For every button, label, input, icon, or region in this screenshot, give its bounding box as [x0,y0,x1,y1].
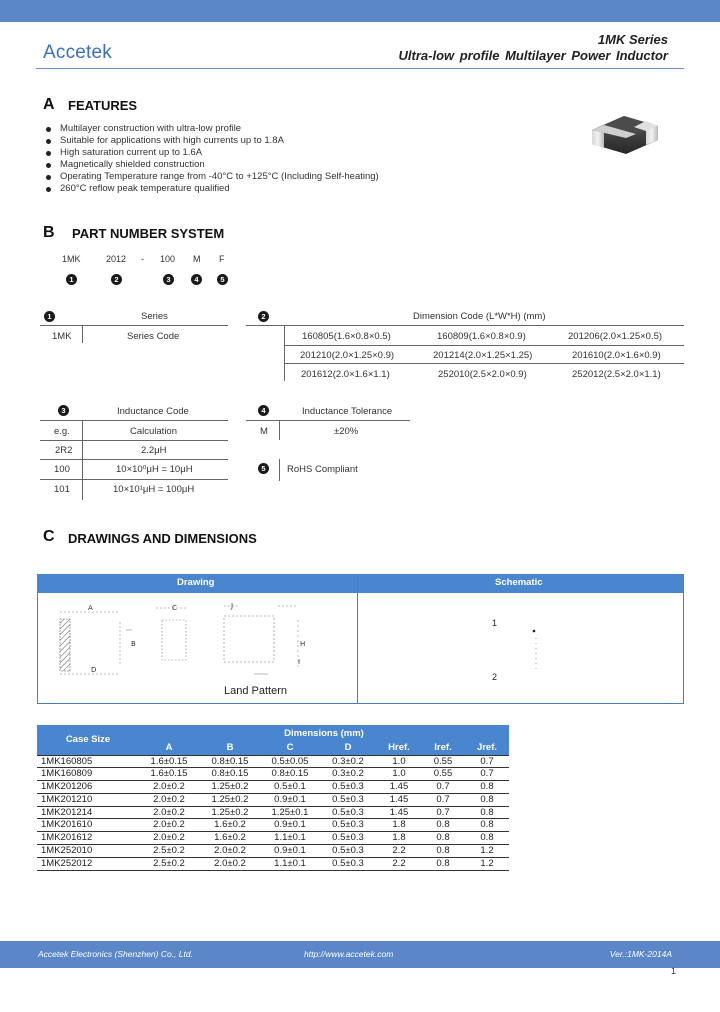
dim-cell: 0.5±0.3 [319,832,377,845]
dim-cell: 1.45 [377,781,421,794]
inductance-code: 2R2 [55,445,73,456]
marker-1: 1 [66,274,77,285]
table-rule [40,325,228,326]
col-a-header: A [139,741,199,755]
footer-bar [0,941,720,968]
dim-cell: 2.0±0.2 [199,857,261,870]
table-rule [246,325,684,326]
table-row [37,819,509,832]
tolerance-code: M [260,426,268,437]
dimension-code: 160805(1.6×0.8×0.5) [302,331,391,342]
marker-2: 2 [111,274,122,285]
dim-cell: 2.0±0.2 [139,781,199,794]
label-b: B [131,640,136,648]
case-size-cell: 1MK201206 [37,781,139,794]
pn-inductance: 100 [160,254,176,264]
dimension-code: 160809(1.6×0.8×0.9) [437,331,526,342]
col-d-header: D [319,741,377,755]
dim-cell: 0.8 [465,819,509,832]
table-rule [246,420,410,421]
dim-cell: 1.1±0.1 [261,857,319,870]
inductor-chip-image [584,108,664,158]
dim-cell: 1.25±0.2 [199,806,261,819]
col-h-header: Href. [377,741,421,755]
drawing-header-bar [37,574,684,593]
tolerance-value: ±20% [334,426,359,437]
pn-dash: - [141,254,144,264]
feature-item: High saturation current up to 1.6A [46,147,379,159]
case-size-cell: 1MK252010 [37,845,139,858]
dim-cell: 0.8 [465,793,509,806]
dim-cell: 0.7 [465,755,509,768]
dim-cell: 0.3±0.2 [319,755,377,768]
dim-cell: 0.8 [465,832,509,845]
inductance-value: 2.2μH [141,445,167,456]
dim-cell: 1.6±0.2 [199,819,261,832]
rohs-label: RoHS Compliant [287,464,358,475]
label-d: D [91,666,97,674]
table-row [37,793,509,806]
pn-series: 1MK [62,254,81,264]
schematic-header: Schematic [495,577,543,588]
table-rule [40,440,228,441]
dim-cell: 0.7 [421,793,465,806]
page-number: 1 [670,966,676,976]
col-c-header: C [261,741,319,755]
pn-dimension: 2012 [106,254,127,264]
marker-5: 5 [258,463,269,474]
dim-cell: 0.8±0.15 [199,768,261,781]
label-i: I [298,658,301,666]
dim-cell: 1.0 [377,755,421,768]
dim-cell: 2.5±0.2 [139,845,199,858]
dim-cell: 0.8 [421,857,465,870]
dimension-header: Dimension Code (L*W*H) (mm) [413,311,546,322]
inductance-code: 100 [54,464,70,475]
pn-tolerance: M [193,254,201,264]
dim-cell: 2.0±0.2 [139,793,199,806]
case-size-cell: 1MK201210 [37,793,139,806]
table-rule [40,479,228,480]
dim-cell: 0.5±0.3 [319,781,377,794]
feature-item: 260°C reflow peak temperature qualified [46,183,379,195]
brand-logo: Accetek [43,42,112,63]
dim-cell: 2.0±0.2 [139,819,199,832]
dim-cell: 1.25±0.1 [261,806,319,819]
dim-cell: 2.0±0.2 [139,806,199,819]
table-row [37,755,509,768]
table-divider [284,325,285,381]
dim-cell: 2.0±0.2 [139,832,199,845]
table-rule [284,363,684,364]
case-size-header: Case Size [37,725,139,755]
dim-cell: 0.5±0.3 [319,819,377,832]
dim-cell: 1.0 [377,768,421,781]
table-row [37,845,509,858]
inductance-value: 10×10⁰μH = 10μH [116,464,193,475]
marker-5: 5 [217,274,228,285]
dimension-code: 201612(2.0×1.6×1.1) [301,369,390,380]
table-row [37,832,509,845]
col-i-header: Iref. [421,741,465,755]
dim-cell: 1.45 [377,806,421,819]
dim-cell: 1.25±0.2 [199,793,261,806]
dim-cell: 0.5±0.1 [261,781,319,794]
dim-cell: 0.7 [465,768,509,781]
dim-cell: 0.9±0.1 [261,793,319,806]
dim-cell: 0.8 [465,781,509,794]
inductance-value: 10×10¹μH = 100μH [113,484,195,495]
dim-cell: 1.8 [377,832,421,845]
dim-cell: 0.8 [421,845,465,858]
dim-cell: 0.8 [421,832,465,845]
dim-cell: 0.5±0.3 [319,857,377,870]
dim-cell: 1.1±0.1 [261,832,319,845]
col-j-header: Jref. [465,741,509,755]
section-a-letter: A [43,96,55,113]
case-size-cell: 1MK201612 [37,832,139,845]
table-rule [40,459,228,460]
inductance-value: Calculation [130,426,177,437]
dim-cell: 0.3±0.2 [319,768,377,781]
table-row [37,806,509,819]
drawing-header: Drawing [177,577,215,588]
land-pattern-label: Land Pattern [224,685,287,697]
dim-cell: 0.55 [421,768,465,781]
section-c-letter: C [43,528,55,545]
pin-1-label: 1 [492,618,498,628]
product-subtitle: Ultra-low profile Multilayer Power Inductor [398,48,668,63]
dimension-code: 201206(2.0×1.25×0.5) [568,331,663,342]
table-row [37,857,509,870]
dim-cell: 1.6±0.15 [139,768,199,781]
marker-2: 2 [258,311,269,322]
dim-cell: 0.8±0.15 [199,755,261,768]
series-code-label: Series Code [127,331,180,342]
section-b-title: PART NUMBER SYSTEM [72,226,225,241]
feature-item: Suitable for applications with high currents up to 1.8A [46,135,379,147]
table-divider [279,420,280,440]
dim-cell: 2.0±0.2 [199,845,261,858]
dim-cell: 1.2 [465,857,509,870]
dim-cell: 0.8±0.15 [261,768,319,781]
dimensions-table [37,725,509,871]
top-banner [0,0,720,22]
dim-cell: 1.6±0.2 [199,832,261,845]
dim-cell: 2.2 [377,845,421,858]
version-label: Ver.:1MK-2014A [609,949,672,959]
marker-1: 1 [44,311,55,322]
marker-3: 3 [163,274,174,285]
dim-cell: 0.8 [421,819,465,832]
series-code-value: 1MK [52,331,72,342]
dim-cell: 1.6±0.15 [139,755,199,768]
label-a: A [88,604,93,612]
dim-cell: 1.2 [465,845,509,858]
table-divider [82,420,83,500]
inductance-header: Inductance Code [117,406,189,417]
case-size-cell: 1MK160809 [37,768,139,781]
label-c: C [172,604,177,612]
marker-4: 4 [191,274,202,285]
marker-3: 3 [58,405,69,416]
dim-cell: 0.5±0.3 [319,793,377,806]
dimension-code: 252010(2.5×2.0×0.9) [438,369,527,380]
dimension-code: 201214(2.0×1.25×1.25) [433,350,533,361]
dim-cell: 0.9±0.1 [261,845,319,858]
dim-cell: 0.9±0.1 [261,819,319,832]
dim-cell: 0.7 [421,781,465,794]
dimensions-group-header: Dimensions (mm) [139,725,509,741]
label-j: J [231,602,234,610]
table-divider [279,459,280,481]
inductance-code: e.g. [54,426,70,437]
dim-cell: 0.8 [465,806,509,819]
case-size-cell: 1MK201214 [37,806,139,819]
dim-cell: 0.55 [421,755,465,768]
dim-cell: 2.2 [377,857,421,870]
dim-cell: 0.5±0.3 [319,845,377,858]
col-b-header: B [199,741,261,755]
section-a-title: FEATURES [68,98,138,113]
dimension-code: 252012(2.5×2.0×1.1) [572,369,661,380]
tolerance-header: Inductance Tolerance [302,406,393,417]
dim-cell: 1.8 [377,819,421,832]
dimension-code: 201610(2.0×1.6×0.9) [572,350,661,361]
dimension-drawing [38,594,356,702]
table-rule [284,345,684,346]
table-divider [82,325,83,343]
section-b-letter: B [43,224,55,241]
dim-cell: 0.7 [421,806,465,819]
dim-cell: 1.25±0.2 [199,781,261,794]
series-header: Series [141,311,168,322]
table-row [37,781,509,794]
marker-4: 4 [258,405,269,416]
schematic-diagram [478,612,558,686]
dim-cell: 0.5±0.3 [319,806,377,819]
inductance-code: 101 [54,484,70,495]
pn-rohs: F [219,254,225,264]
table-rule [40,420,228,421]
case-size-cell: 1MK201610 [37,819,139,832]
case-size-cell: 1MK252012 [37,857,139,870]
dim-cell: 0.5±0.05 [261,755,319,768]
header-rule [36,68,684,69]
table-row [37,768,509,781]
feature-item: Operating Temperature range from -40°C to +125°C (Including Self-heating) [46,171,379,183]
section-c-title: DRAWINGS AND DIMENSIONS [68,531,257,546]
company-name: Accetek Electronics (Shenzhen) Co., Ltd. [38,949,193,959]
label-h: H [300,640,306,648]
dim-cell: 2.5±0.2 [139,857,199,870]
series-title: 1MK Series [597,32,668,47]
dim-cell: 1.45 [377,793,421,806]
panel-divider [357,574,358,704]
features-list [46,123,379,195]
dimension-code: 201210(2.0×1.25×0.9) [300,350,395,361]
feature-item: Multilayer construction with ultra-low profile [46,123,379,135]
case-size-cell: 1MK160805 [37,755,139,768]
pin-2-label: 2 [492,672,498,682]
website-link[interactable]: http://www.accetek.com [304,949,394,959]
feature-item: Magnetically shielded construction [46,159,379,171]
